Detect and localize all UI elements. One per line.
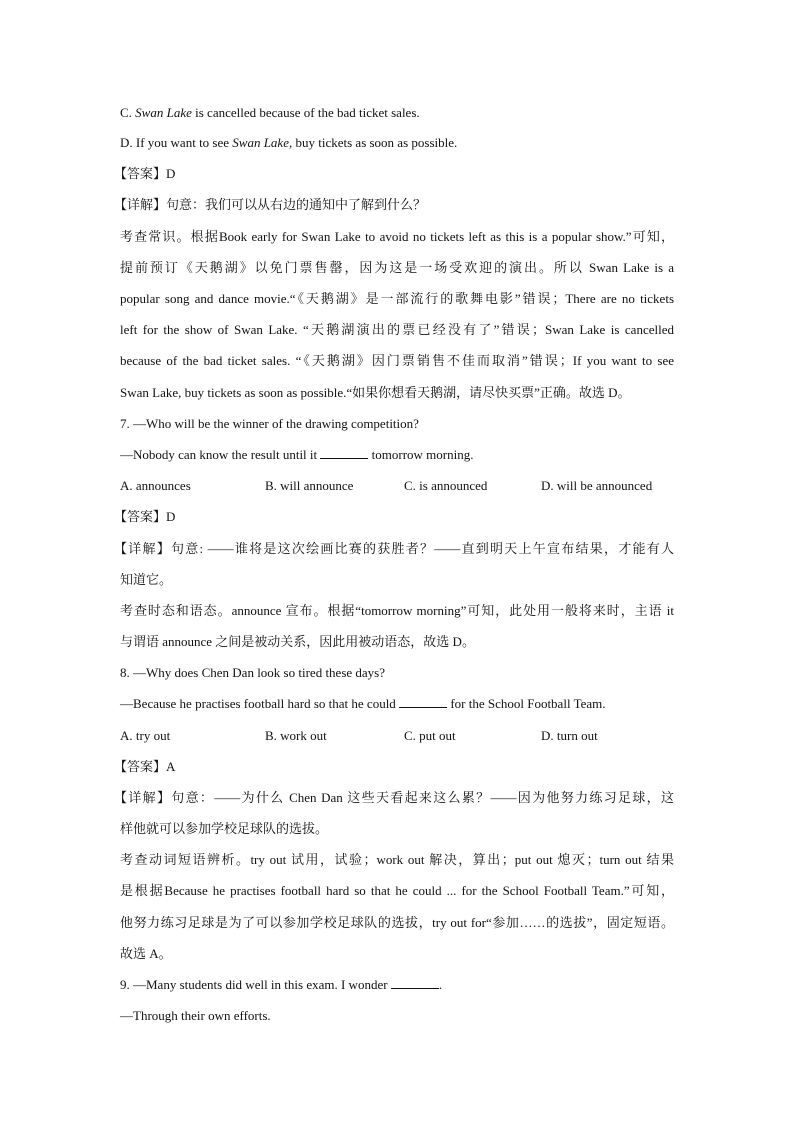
explanation-line: 故选 A。 (120, 946, 172, 961)
explanation-line: 是根据Because he practises football hard so that he could ... for the School Football Team.”可知， (120, 883, 674, 898)
italic-title: Swan Lake (232, 135, 289, 150)
explanation-line: 提前预订《天鹅湖》以免门票售罄，因为这是一场受欢迎的演出。所以 Swan Lake is a (120, 260, 674, 275)
explanation-line: 样他就可以参加学校足球队的选拔。 (120, 821, 329, 836)
option-b: B. will announce (265, 478, 354, 493)
option-a: A. announces (120, 478, 191, 493)
answer-label: 【答案】D (114, 509, 176, 524)
answer-blank (399, 695, 447, 708)
explanation-heading: 【详解】句意: ——谁将是这次绘画比赛的获胜者？——直到明天上午宣布结果，才能有人 (114, 541, 674, 556)
explanation-line: 考查动词短语辨析。try out 试用，试验；work out 解决，算出；put out 熄灭；turn out 结果 (120, 852, 674, 867)
text: 9. —Many students did well in this exam. I wonder (120, 977, 391, 992)
text: —Because he practises football hard so that he could (120, 696, 400, 711)
explanation-line: left for the show of Swan Lake. “天鹅湖演出的票已经没有了”错误；Swan Lake is cancelled (120, 322, 674, 337)
text: C. (120, 105, 136, 120)
explanation-line: 他努力练习足球是为了可以参加学校足球队的选拔，try out for“参加……的选拔”，固定短语。 (120, 915, 674, 930)
text: —Nobody can know the result until it (120, 447, 321, 462)
question-8-sentence (120, 695, 606, 713)
explanation-line: popular song and dance movie.“《天鹅湖》是一部流行的歌舞电影”错误；There are no tickets (120, 291, 674, 306)
italic-title: Swan Lake (135, 105, 192, 120)
answer-blank (391, 976, 439, 989)
option-d: D. will be announced (541, 478, 653, 493)
question-7-sentence (120, 446, 473, 464)
text: for the School Football Team. (447, 696, 606, 711)
option-c: C. put out (404, 728, 456, 743)
explanation-line: 考查时态和语态。announce 宣布。根据“tomorrow morning”可知，此处用一般将来时，主语 it (120, 603, 674, 618)
text: is cancelled because of the bad ticket sales. (191, 105, 420, 120)
option-a: A. try out (120, 728, 171, 743)
text: tomorrow morning. (368, 447, 474, 462)
option-c-line (120, 104, 420, 122)
question-7: 7. —Who will be the winner of the drawing competition? (120, 416, 419, 431)
explanation-line: 与谓语 announce 之间是被动关系，因此用被动语态，故选 D。 (120, 634, 475, 649)
option-b: B. work out (265, 728, 327, 743)
answer-blank (320, 446, 368, 459)
question-8: 8. —Why does Chen Dan look so tired these days? (120, 665, 386, 680)
option-d: D. turn out (541, 728, 598, 743)
answer-label: 【答案】A (114, 759, 176, 774)
explanation-line: because of the bad ticket sales. “《天鹅湖》因门票销售不佳而取消”错误；If you want to see (120, 353, 674, 368)
explanation-line: 考查常识。根据Book early for Swan Lake to avoid no tickets left as this is a popular show.”可知， (120, 229, 674, 244)
question-9 (120, 976, 442, 994)
answer-label: 【答案】D (114, 166, 176, 181)
explanation-heading: 【详解】句意：我们可以从右边的通知中了解到什么？ (114, 197, 427, 212)
text: . (438, 977, 443, 992)
option-d-line (120, 134, 457, 152)
question-9-reply: —Through their own efforts. (120, 1008, 271, 1023)
text: D. If you want to see (120, 135, 233, 150)
explanation-heading: 【详解】句意：——为什么 Chen Dan 这些天看起来这么累？——因为他努力练习足球，这 (114, 790, 674, 805)
text: , buy tickets as soon as possible. (288, 135, 458, 150)
explanation-line: Swan Lake, buy tickets as soon as possible.“如果你想看天鹅湖，请尽快买票”正确。故选 D。 (120, 385, 631, 400)
explanation-line: 知道它。 (120, 572, 173, 587)
option-c: C. is announced (404, 478, 488, 493)
